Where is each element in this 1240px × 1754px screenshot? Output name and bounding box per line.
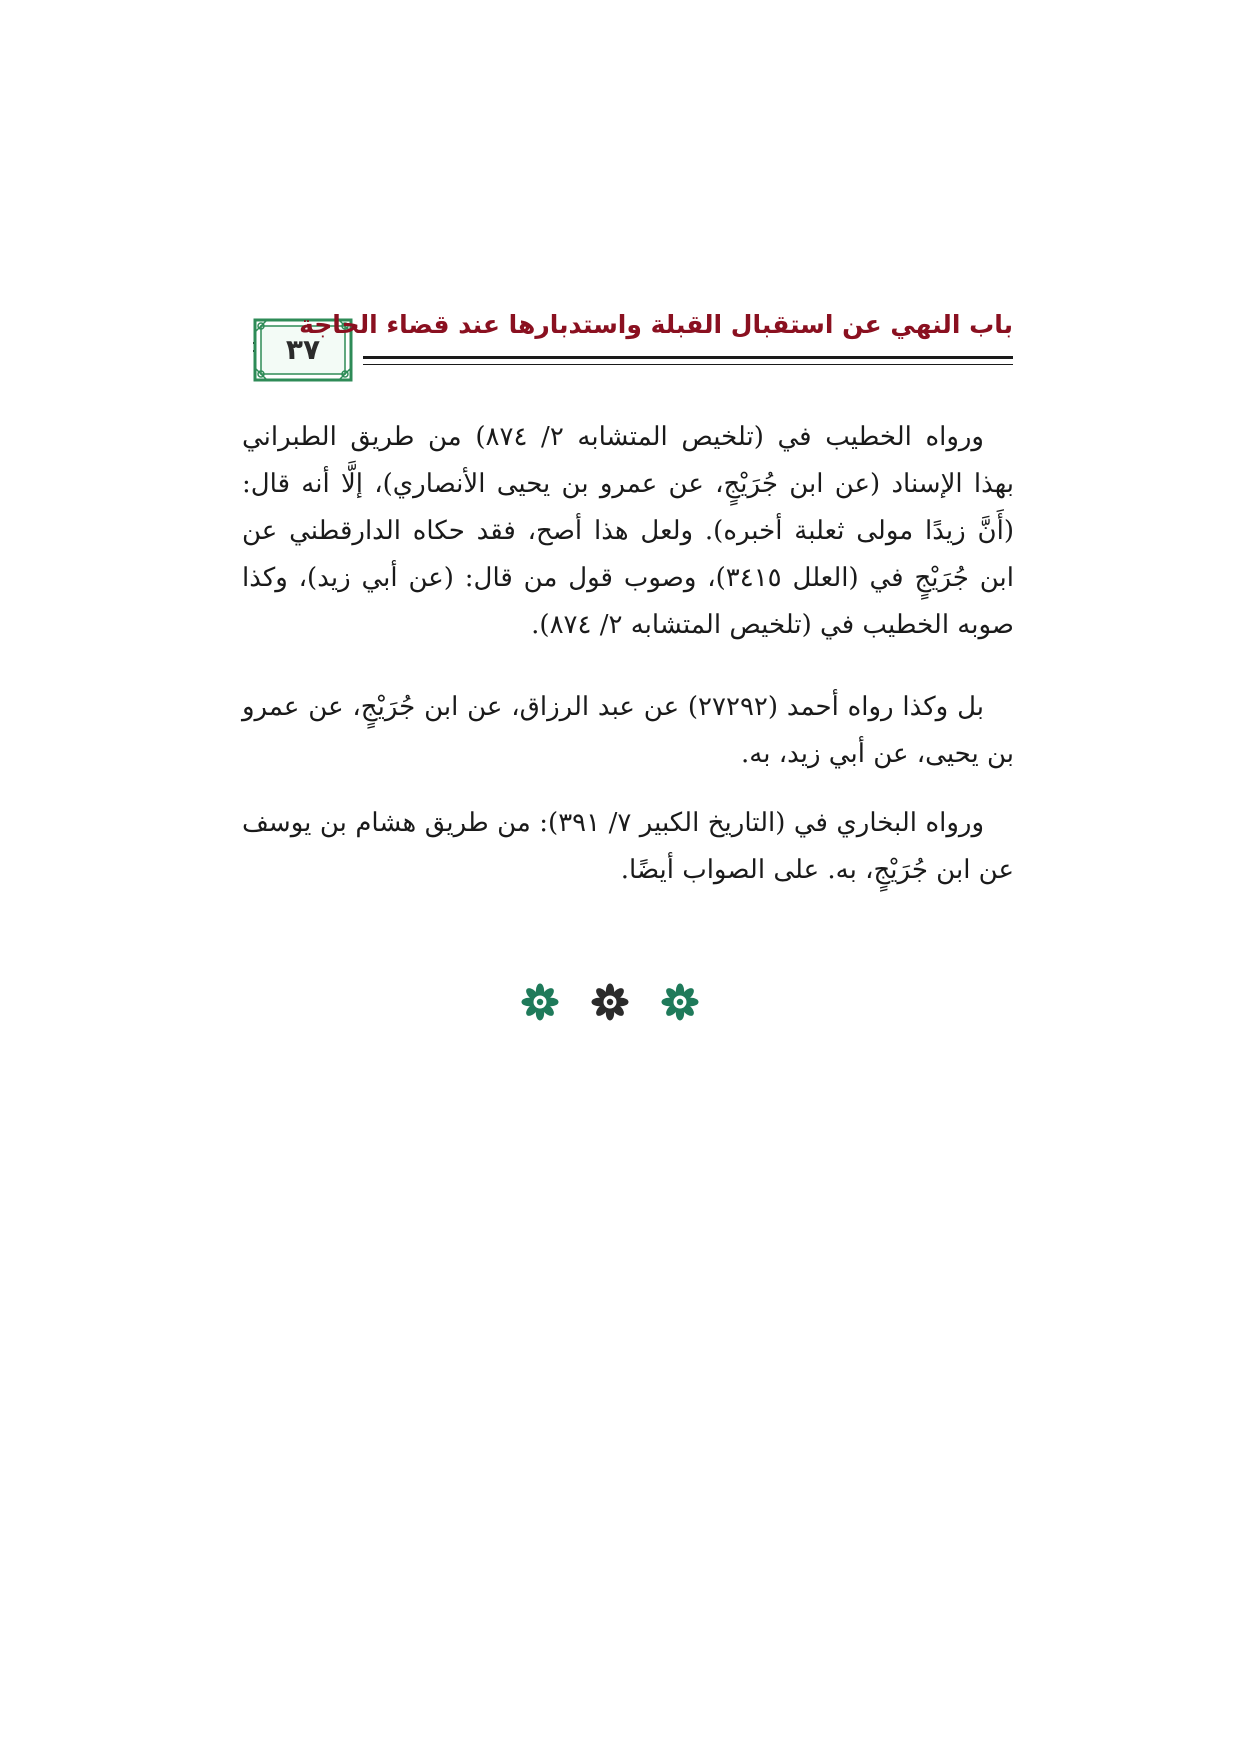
header-title: باب النهي عن استقبال القبلة واستدبارها عند قضاء الحاجة xyxy=(299,310,1013,339)
paragraph-text: بل وكذا رواه أحمد (٢٧٢٩٢) عن عبد الرزاق، عن ابن جُرَيْجٍ، عن عمرو بن يحيى، عن أبي زيد، به. xyxy=(242,692,1014,769)
paragraph xyxy=(242,684,1014,778)
paragraph xyxy=(242,414,1014,649)
paragraph-text: ورواه الخطيب في (تلخيص المتشابه ٢/ ٨٧٤) من طريق الطبراني بهذا الإسناد (عن ابن جُرَيْجٍ، عن عمرو بن يحيى الأنصاري)، إلَّا أنه قال: (أَنَّ زيدًا مولى ثعلبة أخبره). ولعل هذا أصح، فقد حكاه الدارقطني عن ابن جُرَيْجٍ في (العلل ٣٤١٥)، وصوب قول من قال: (عن أبي زيد)، وكذا صوبه الخطيب في (تلخيص المتشابه ٢/ ٨٧٤). xyxy=(242,422,1014,640)
paragraph-text: ورواه البخاري في (التاريخ الكبير ٧/ ٣٩١): من طريق هشام بن يوسف عن ابن جُرَيْجٍ، به. على الصواب أيضًا. xyxy=(242,808,1014,885)
rosette-icon xyxy=(590,982,630,1022)
rosette-icon xyxy=(660,982,700,1022)
running-header xyxy=(253,308,1013,388)
page-number: ٣٧ xyxy=(285,333,321,366)
closing-ornaments xyxy=(520,980,700,1024)
paragraph xyxy=(242,800,1014,894)
header-rule-thin xyxy=(363,364,1013,365)
rosette-icon xyxy=(520,982,560,1022)
header-rule-thick xyxy=(363,356,1013,359)
